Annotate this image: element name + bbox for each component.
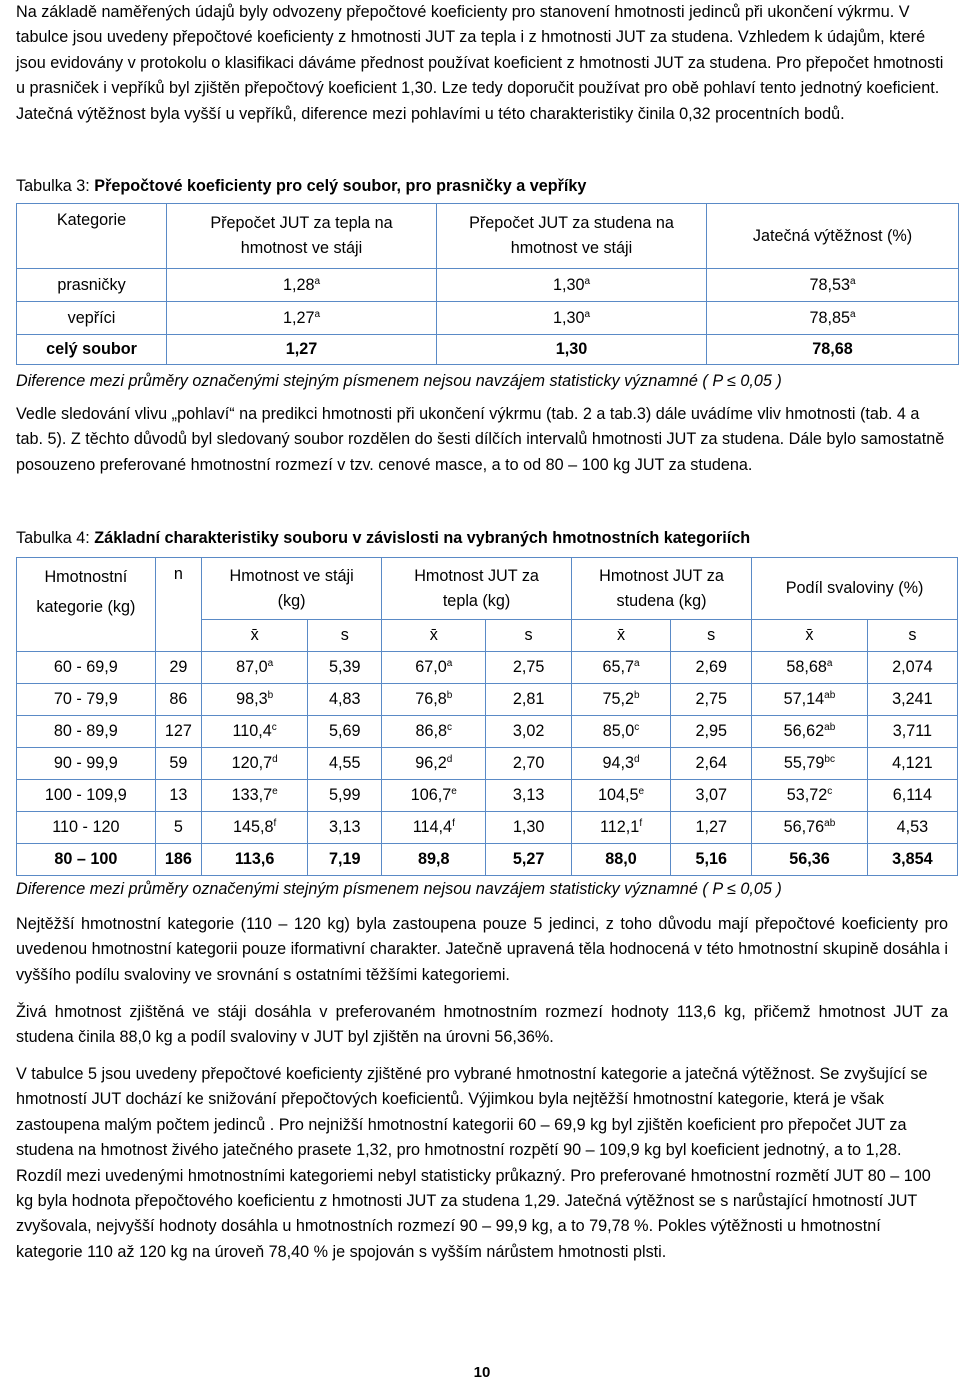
cell-value: 56,76 bbox=[783, 818, 825, 836]
table-row bbox=[17, 748, 958, 780]
table4-cell bbox=[308, 748, 382, 780]
cell-superscript: ab bbox=[824, 722, 836, 733]
cell-value: 90 - 99,9 bbox=[53, 754, 118, 772]
cell-value: 110 - 120 bbox=[52, 818, 120, 836]
cell-value: 2,64 bbox=[695, 754, 727, 772]
table4-cell bbox=[17, 716, 156, 748]
table3-header-cell bbox=[167, 204, 437, 269]
cell-superscript: c bbox=[447, 722, 453, 733]
table4-cell bbox=[867, 684, 957, 716]
cell-superscript: a bbox=[314, 275, 321, 287]
table3 bbox=[16, 203, 959, 365]
table3-caption bbox=[16, 174, 586, 198]
table4-cell bbox=[571, 684, 670, 716]
table3-cell bbox=[437, 269, 707, 302]
cell-superscript: b bbox=[634, 690, 640, 701]
cell-superscript: a bbox=[849, 275, 856, 287]
cell-value: 3,241 bbox=[892, 690, 933, 708]
table4-cell bbox=[571, 812, 670, 844]
table4-cell: 186 bbox=[155, 844, 201, 876]
table3-header-cell bbox=[437, 204, 707, 269]
table4-cell bbox=[308, 652, 382, 684]
table4-cell bbox=[671, 716, 752, 748]
table-row bbox=[17, 652, 958, 684]
heaviest-paragraph-block bbox=[16, 912, 948, 988]
cell-value: 120,7 bbox=[231, 754, 273, 772]
table3-cell: prasničky bbox=[17, 269, 167, 302]
table4-cell bbox=[486, 684, 572, 716]
table4-cell: 3,854 bbox=[867, 844, 957, 876]
table4-caption-title: Základní charakteristiky souboru v závislosti na vybraných hmotnostních kategoriích bbox=[94, 529, 751, 547]
cell-value: 59 bbox=[169, 754, 188, 772]
live-weight-paragraph: Živá hmotnost zjištěná ve stáji dosáhla v preferovaném hmotnostním rozmezí hodnoty 113,6 kg, přičemž hmotnost JUT za studena činila 88,0 kg a podíl svaloviny v JUT byl zjištěn na úrovni 56,36%. bbox=[16, 1003, 948, 1047]
table3-total-row bbox=[17, 335, 959, 365]
table4-caption-prefix: Tabulka 4: bbox=[16, 529, 95, 547]
table4-cell bbox=[867, 780, 957, 812]
table4-cell bbox=[671, 652, 752, 684]
cell-superscript: e bbox=[451, 786, 457, 797]
cell-superscript: b bbox=[267, 690, 274, 701]
table4-cell bbox=[155, 812, 201, 844]
table4-cell bbox=[17, 684, 156, 716]
cell-value: 3,02 bbox=[512, 722, 545, 740]
cell-superscript: f bbox=[452, 818, 455, 829]
table4-cell bbox=[571, 716, 670, 748]
table4-header-text: Hmotnost JUT za tepla (kg) bbox=[414, 566, 539, 610]
middle-paragraph-block bbox=[16, 402, 948, 478]
table4-cell bbox=[671, 812, 752, 844]
cell-superscript: a bbox=[314, 308, 321, 320]
table4-cell bbox=[17, 780, 156, 812]
table4-cell bbox=[155, 780, 201, 812]
cell-value: 86,8 bbox=[415, 722, 448, 740]
table4-cell bbox=[382, 748, 486, 780]
table4-cell bbox=[155, 716, 201, 748]
table4-body bbox=[17, 652, 958, 844]
table3-cell: 1,30 bbox=[437, 335, 707, 365]
cell-value: 57,14 bbox=[783, 690, 825, 708]
table-row bbox=[17, 684, 958, 716]
cell-value: 3,13 bbox=[512, 786, 545, 804]
table4-header-cell bbox=[382, 558, 572, 620]
table4 bbox=[16, 557, 958, 876]
cell-value: 6,114 bbox=[892, 786, 933, 804]
table3-cell: vepříci bbox=[17, 302, 167, 335]
heaviest-paragraph: Nejtěžší hmotnostní kategorie (110 – 120 kg) byla zastoupena pouze 5 jedinci, z toho důvodu mají přepočtové koeficienty pro uvedenou hmotnostní kategorii pouze iformativní charakter. Jatečně upravená těla hodnocená v této hmotnostní skupině dosáhla i vyššího podílu svaloviny ve srovnání s ostatními těžšími kategoriemi. bbox=[16, 915, 948, 984]
table3-cell bbox=[167, 269, 437, 302]
table3-header-text: Jatečná výtěžnost (%) bbox=[752, 226, 913, 245]
table4-cell bbox=[201, 716, 307, 748]
table4-cell: 5,27 bbox=[486, 844, 572, 876]
cell-superscript: f bbox=[639, 818, 643, 829]
table4-cell bbox=[155, 748, 201, 780]
table4-cell: 80 – 100 bbox=[17, 844, 156, 876]
table4-header-row bbox=[17, 558, 958, 620]
table5-paragraph: V tabulce 5 jsou uvedeny přepočtové koeficienty zjištěné pro vybrané hmotnostní kategorie a jatečná výtěžnost. Se zvyšující se hmotností JUT dochází ke snižování přepočtových koeficientů. Výjimkou byla nejtěžší hmotnostní kategorie, která je však zastoupena malým počtem jedinců . Pro nejnižší hmotnostní kategorii 60 – 69,9 kg byl zjištěn koeficient pro přepočet JUT za studena na hmotnost živého jatečného prasete 1,32, pro hmotnostní rozpětí 90 – 109,9 kg byl koeficient jednotný, a to 1,28. Rozdíl mezi uvedenými hmotnostními kategoriemi nebyl statisticky průkazný. Pro preferované hmotnostní rozmětí JUT 80 – 100 kg byla hodnota přepočtového koeficientu z hmotnosti JUT za studena 1,29. Jatečná výtěžnost se s narůstající hmotností JUT zvyšovala, nejvyšší hodnoty dosáhla u hmotnostních rozmezí 90 – 99,9 kg, a to 79,78 %. Pokles výtěžnosti u hmotnostní kategorie 110 až 120 kg na úroveň 78,40 % je spojován s vyšším nárůstem hmotnosti plsti. bbox=[16, 1065, 931, 1261]
table4-cell bbox=[201, 748, 307, 780]
table4-subheader-sd: s bbox=[671, 620, 752, 652]
cell-value: 29 bbox=[169, 658, 188, 676]
table3-caption-prefix: Tabulka 3: bbox=[16, 177, 95, 195]
cell-value: 2,69 bbox=[695, 658, 727, 676]
cell-value: 96,2 bbox=[415, 754, 447, 772]
cell-value: 75,2 bbox=[602, 690, 635, 708]
table-row bbox=[17, 269, 959, 302]
cell-value: 13 bbox=[169, 786, 188, 804]
table4-cell bbox=[486, 780, 572, 812]
cell-value: 3,711 bbox=[892, 722, 933, 740]
table4-cell bbox=[671, 780, 752, 812]
cell-value: 1,28 bbox=[282, 275, 315, 294]
table3-header-text: Přepočet JUT za tepla na hmotnost ve stáji bbox=[210, 214, 393, 257]
table4-cell: 89,8 bbox=[382, 844, 486, 876]
table4-header-cell bbox=[201, 558, 381, 620]
table-row bbox=[17, 812, 958, 844]
cell-value: 58,68 bbox=[786, 658, 827, 676]
table4-cell: 56,36 bbox=[752, 844, 868, 876]
table4-subheader-sd: s bbox=[867, 620, 957, 652]
table4-cell bbox=[382, 652, 486, 684]
cell-value: 110,4 bbox=[232, 722, 272, 740]
cell-value: 1,30 bbox=[552, 275, 585, 294]
table4-cell bbox=[867, 652, 957, 684]
table4-cell bbox=[752, 748, 868, 780]
cell-value: 4,83 bbox=[329, 690, 361, 708]
table4-cell bbox=[867, 812, 957, 844]
cell-value: 100 - 109,9 bbox=[44, 786, 127, 804]
table4-header-cell: Podíl svaloviny (%) bbox=[752, 558, 958, 620]
cell-superscript: f bbox=[273, 818, 277, 829]
cell-value: 1,27 bbox=[695, 818, 727, 836]
table4-cell bbox=[382, 780, 486, 812]
table3-cell: 1,27 bbox=[167, 335, 437, 365]
table4-cell: 113,6 bbox=[201, 844, 307, 876]
table4-cell bbox=[571, 748, 670, 780]
table4-cell bbox=[155, 684, 201, 716]
table4-header-cell bbox=[17, 558, 156, 652]
cell-superscript: ab bbox=[824, 818, 836, 829]
cell-value: 4,121 bbox=[892, 754, 933, 772]
cell-value: 60 - 69,9 bbox=[53, 658, 118, 676]
cell-value: 85,0 bbox=[602, 722, 635, 740]
table4-subheader-sd: s bbox=[486, 620, 572, 652]
table4-header-text: Hmotnostní kategorie (kg) bbox=[36, 568, 136, 616]
cell-value: 87,0 bbox=[236, 658, 268, 676]
table3-cell bbox=[707, 302, 959, 335]
table4-cell: 88,0 bbox=[571, 844, 670, 876]
cell-value: 2,95 bbox=[695, 722, 727, 740]
table4-subheader-mean: x̄ bbox=[201, 620, 307, 652]
table4-cell bbox=[201, 652, 307, 684]
cell-value: 106,7 bbox=[410, 786, 452, 804]
cell-value: 80 - 89,9 bbox=[53, 722, 118, 740]
table4-subheader-mean: x̄ bbox=[382, 620, 486, 652]
cell-value: 53,72 bbox=[786, 786, 828, 804]
table4-note: Diference mezi průměry označenými stejným písmenem nejsou navzájem statisticky významné ( P ≤ 0,05 ) bbox=[16, 880, 782, 898]
table3-cell bbox=[707, 269, 959, 302]
table4-cell: 7,19 bbox=[308, 844, 382, 876]
cell-superscript: a bbox=[849, 308, 856, 320]
cell-value: 67,0 bbox=[415, 658, 447, 676]
table3-cell bbox=[167, 302, 437, 335]
table4-cell bbox=[571, 780, 670, 812]
cell-value: 98,3 bbox=[236, 690, 268, 708]
table4-cell bbox=[867, 716, 957, 748]
table3-header-cell: Kategorie bbox=[17, 204, 167, 269]
cell-value: 145,8 bbox=[232, 818, 274, 836]
table4-cell bbox=[486, 812, 572, 844]
cell-superscript: a bbox=[634, 658, 640, 669]
cell-value: 94,3 bbox=[602, 754, 635, 772]
table4-cell bbox=[486, 652, 572, 684]
table3-header-cell bbox=[707, 204, 959, 269]
cell-value: 1,27 bbox=[282, 308, 315, 327]
table4-cell bbox=[752, 812, 868, 844]
cell-value: 56,62 bbox=[783, 722, 825, 740]
table4-cell bbox=[201, 684, 307, 716]
table5-paragraph-block bbox=[16, 1062, 948, 1265]
table4-cell bbox=[752, 652, 868, 684]
cell-value: 127 bbox=[164, 722, 192, 740]
cell-superscript: a bbox=[826, 658, 833, 669]
table4-cell bbox=[201, 780, 307, 812]
cell-value: 104,5 bbox=[598, 786, 639, 804]
cell-value: 3,13 bbox=[329, 818, 361, 836]
cell-superscript: c bbox=[271, 722, 277, 733]
table3-header-row bbox=[17, 204, 959, 269]
table4-cell: 5,16 bbox=[671, 844, 752, 876]
cell-value: 5,99 bbox=[329, 786, 361, 804]
table4-subheader-mean: x̄ bbox=[571, 620, 670, 652]
table3-cell: 78,68 bbox=[707, 335, 959, 365]
cell-value: 114,4 bbox=[412, 818, 453, 836]
cell-value: 133,7 bbox=[231, 786, 273, 804]
live-weight-paragraph-block bbox=[16, 1000, 948, 1051]
table4-cell bbox=[486, 716, 572, 748]
table4-cell bbox=[382, 812, 486, 844]
cell-superscript: a bbox=[584, 308, 591, 320]
cell-superscript: e bbox=[272, 786, 278, 797]
cell-superscript: bc bbox=[824, 754, 835, 765]
cell-value: 2,75 bbox=[512, 658, 545, 676]
table4-cell bbox=[671, 684, 752, 716]
cell-value: 76,8 bbox=[415, 690, 447, 708]
cell-superscript: d bbox=[446, 754, 453, 765]
table4-cell bbox=[752, 684, 868, 716]
cell-superscript: e bbox=[638, 786, 645, 797]
cell-superscript: a bbox=[446, 658, 453, 669]
cell-value: 2,75 bbox=[695, 690, 727, 708]
cell-value: 112,1 bbox=[600, 818, 640, 836]
table4-cell bbox=[486, 748, 572, 780]
cell-value: 3,07 bbox=[695, 786, 727, 804]
table4-cell bbox=[382, 716, 486, 748]
table4-cell bbox=[17, 652, 156, 684]
table3-note: Diference mezi průměry označenými stejným písmenem nejsou navzájem statisticky významné ( P ≤ 0,05 ) bbox=[16, 372, 782, 390]
table3-caption-title: Přepočtové koeficienty pro celý soubor, pro prasničky a vepříky bbox=[94, 177, 587, 195]
table4-cell bbox=[571, 652, 670, 684]
cell-value: 4,55 bbox=[329, 754, 361, 772]
table4-cell bbox=[201, 812, 307, 844]
table4-cell bbox=[308, 684, 382, 716]
cell-value: 5,39 bbox=[329, 658, 361, 676]
cell-superscript: d bbox=[272, 754, 278, 765]
cell-superscript: d bbox=[634, 754, 640, 765]
cell-value: 86 bbox=[169, 690, 188, 708]
cell-value: 2,81 bbox=[512, 690, 545, 708]
table4-cell bbox=[867, 748, 957, 780]
cell-value: 2,074 bbox=[892, 658, 933, 676]
table4-cell bbox=[752, 716, 868, 748]
cell-superscript: ab bbox=[824, 690, 836, 701]
cell-value: 78,53 bbox=[809, 275, 850, 294]
middle-paragraph: Vedle sledování vlivu „pohlaví“ na predikci hmotnosti při ukončení výkrmu (tab. 2 a tab.3) dále uvádíme vliv hmotnosti (tab. 4 a tab. 5). Z těchto důvodů byl sledovaný soubor rozdělen do šesti dílčích intervalů hmotnosti JUT za studena. Dále bylo samostatně posouzeno preferované hmotnostní rozmezí v tzv. cenové masce, a to od 80 – 100 kg JUT za studena. bbox=[16, 405, 945, 474]
cell-value: 78,85 bbox=[809, 308, 850, 327]
intro-paragraph: Na základě naměřených údajů byly odvozeny přepočtové koeficienty pro stanovení hmotnosti jedinců při ukončení výkrmu. V tabulce jsou uvedeny přepočtové koeficienty z hmotnosti JUT za tepla i z hmotnosti JUT za studena. Vzhledem k údajům, které jsou evidovány v protokolu o klasifikaci dáváme přednost používat koeficient z hmotnosti JUT za studena. Pro přepočet hmotnosti u prasniček i vepříků byl zjištěn přepočtový koeficient 1,30. Lze tedy doporučit používat pro obě pohlaví tento jednotný koeficient. Jatečná výtěžnost byla vyšší u vepříků, diference mezi pohlavími u této charakteristiky činila 0,32 procentních bodů. bbox=[16, 3, 944, 123]
table4-header-cell bbox=[571, 558, 751, 620]
cell-superscript: a bbox=[584, 275, 591, 287]
cell-value: 1,30 bbox=[552, 308, 585, 327]
table3-cell bbox=[437, 302, 707, 335]
cell-superscript: c bbox=[634, 722, 640, 733]
table4-cell bbox=[308, 812, 382, 844]
cell-superscript: b bbox=[446, 690, 453, 701]
table4-subheader-sd: s bbox=[308, 620, 382, 652]
cell-value: 5,69 bbox=[329, 722, 361, 740]
table4-cell bbox=[671, 748, 752, 780]
page-number: 10 bbox=[473, 1364, 491, 1381]
cell-value: 2,70 bbox=[512, 754, 545, 772]
table4-cell bbox=[752, 780, 868, 812]
table4-subheader-mean: x̄ bbox=[752, 620, 868, 652]
table-row bbox=[17, 780, 958, 812]
cell-value: 5 bbox=[173, 818, 183, 836]
table3-cell: celý soubor bbox=[17, 335, 167, 365]
cell-superscript: c bbox=[827, 786, 833, 797]
table4-caption bbox=[16, 526, 750, 550]
cell-value: 65,7 bbox=[602, 658, 635, 676]
table4-cell bbox=[155, 652, 201, 684]
table4-header-text: Hmotnost ve stáji (kg) bbox=[229, 566, 354, 610]
table4-header-text: Hmotnost JUT za studena (kg) bbox=[599, 566, 724, 610]
cell-value: 4,53 bbox=[896, 818, 929, 836]
table3-header-text: Přepočet JUT za studena na hmotnost ve stáji bbox=[469, 214, 674, 257]
table4-header-cell: n bbox=[155, 558, 201, 652]
table4-cell bbox=[382, 684, 486, 716]
table4-cell bbox=[17, 812, 156, 844]
table4-cell bbox=[308, 716, 382, 748]
intro-paragraph-block bbox=[16, 0, 948, 127]
table4-total-row bbox=[17, 844, 958, 876]
table4-cell bbox=[308, 780, 382, 812]
cell-value: 55,79 bbox=[783, 754, 825, 772]
cell-value: 70 - 79,9 bbox=[53, 690, 118, 708]
cell-superscript: a bbox=[267, 658, 274, 669]
table-row bbox=[17, 716, 958, 748]
table-row bbox=[17, 302, 959, 335]
table4-cell bbox=[17, 748, 156, 780]
cell-value: 1,30 bbox=[512, 818, 545, 836]
